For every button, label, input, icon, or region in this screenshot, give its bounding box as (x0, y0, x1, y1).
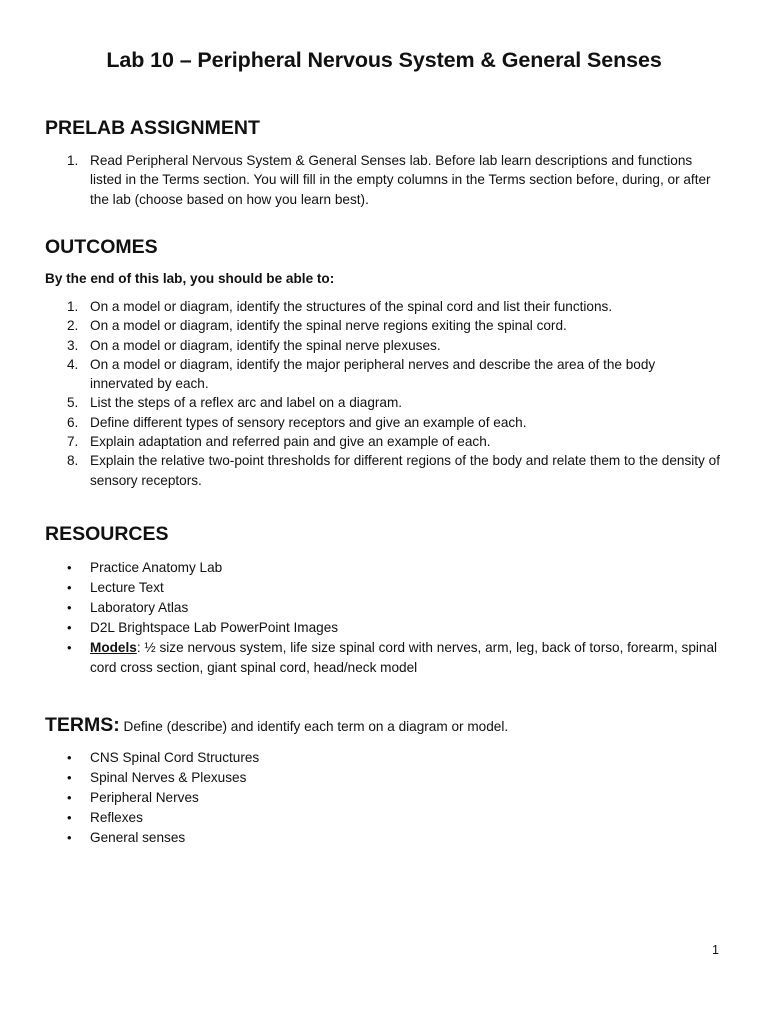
bullet-icon: • (67, 810, 72, 826)
list-item (0, 578, 768, 597)
list-item-text: Spinal Nerves & Plexuses (90, 770, 247, 786)
list-item (0, 788, 768, 807)
outcomes-lead: By the end of this lab, you should be able to: (45, 271, 335, 286)
list-item (0, 393, 768, 412)
list-item (0, 558, 768, 577)
terms-heading (45, 714, 508, 737)
list-number: 1. (67, 299, 79, 314)
list-number: 3. (67, 337, 79, 353)
list-number: 5. (67, 395, 79, 411)
list-item-text: Practice Anatomy Lab (90, 560, 223, 575)
list-item-text: Define different types of sensory receptors and give an example of each. (90, 414, 527, 430)
list-number: 2. (67, 318, 79, 334)
list-item (0, 336, 768, 355)
list-item-text: General senses (90, 830, 186, 846)
models-label: Models (90, 640, 137, 656)
terms-list (0, 748, 768, 848)
list-item-text: Laboratory Atlas (90, 600, 189, 616)
list-item-text: CNS Spinal Cord Structures (90, 750, 260, 765)
outcomes-heading: OUTCOMES (45, 236, 158, 258)
prelab-heading: PRELAB ASSIGNMENT (45, 117, 260, 139)
list-item-text: On a model or diagram, identify the structures of the spinal cord and list their functions. (90, 299, 613, 314)
list-number: 7. (67, 434, 79, 450)
list-item (0, 808, 768, 827)
list-item (0, 748, 768, 767)
resources-list (0, 558, 768, 677)
list-item-text: On a model or diagram, identify the major peripheral nerves and describe the area of the body innervated by each. (90, 356, 656, 392)
list-item (0, 355, 768, 394)
list-item (0, 432, 768, 451)
list-item-text: Read Peripheral Nervous System & General Senses lab. Before lab learn descriptions and functions listed in the Terms section. You will fill in the empty columns in the Terms section before, during, or after the lab (choose based on how you learn best). (90, 153, 711, 207)
models-text: : ½ size nervous system, life size spinal cord with nerves, arm, leg, back of torso, forearm, spinal cord cross section, giant spinal cord, head/neck model (90, 640, 718, 675)
list-number: 6. (67, 414, 79, 430)
list-item-text: Peripheral Nerves (90, 790, 199, 806)
list-item (0, 618, 768, 637)
list-item (0, 451, 768, 490)
terms-heading-label: TERMS: (45, 714, 120, 736)
list-item-text: On a model or diagram, identify the spinal nerve plexuses. (90, 337, 441, 353)
list-item (0, 413, 768, 432)
list-item-text: D2L Brightspace Lab PowerPoint Images (90, 620, 339, 636)
page-title: Lab 10 – Peripheral Nervous System & General Senses (106, 48, 662, 72)
list-item-text: Explain adaptation and referred pain and give an example of each. (90, 434, 491, 450)
resources-heading: RESOURCES (45, 523, 169, 545)
list-item-text: On a model or diagram, identify the spinal nerve regions exiting the spinal cord. (90, 318, 567, 334)
bullet-icon: • (67, 600, 72, 616)
list-item (0, 297, 768, 316)
list-item (0, 598, 768, 617)
bullet-icon: • (67, 640, 72, 656)
list-item (0, 316, 768, 335)
terms-intro: Define (describe) and identify each term on a diagram or model. (119, 719, 509, 734)
page-number: 1 (712, 943, 719, 957)
bullet-icon: • (67, 830, 72, 846)
bullet-icon: • (67, 620, 72, 636)
bullet-icon: • (67, 770, 72, 786)
bullet-icon: • (67, 790, 72, 806)
list-item-text: Lecture Text (90, 580, 164, 596)
list-item-text: Explain the relative two-point thresholds for different regions of the body and relate them to the density of sensory receptors. (90, 453, 720, 488)
list-item-text: Reflexes (90, 810, 143, 826)
bullet-icon: • (67, 750, 72, 765)
list-number: 8. (67, 453, 79, 469)
list-item (0, 768, 768, 787)
prelab-list (0, 151, 768, 209)
outcomes-list (0, 297, 768, 490)
list-item-text: List the steps of a reflex arc and label on a diagram. (90, 395, 403, 411)
list-item (0, 828, 768, 847)
bullet-icon: • (67, 560, 72, 575)
list-item (0, 638, 768, 677)
bullet-icon: • (67, 580, 72, 596)
list-number: 1. (67, 153, 79, 168)
list-item (0, 151, 768, 209)
list-number: 4. (67, 356, 79, 372)
